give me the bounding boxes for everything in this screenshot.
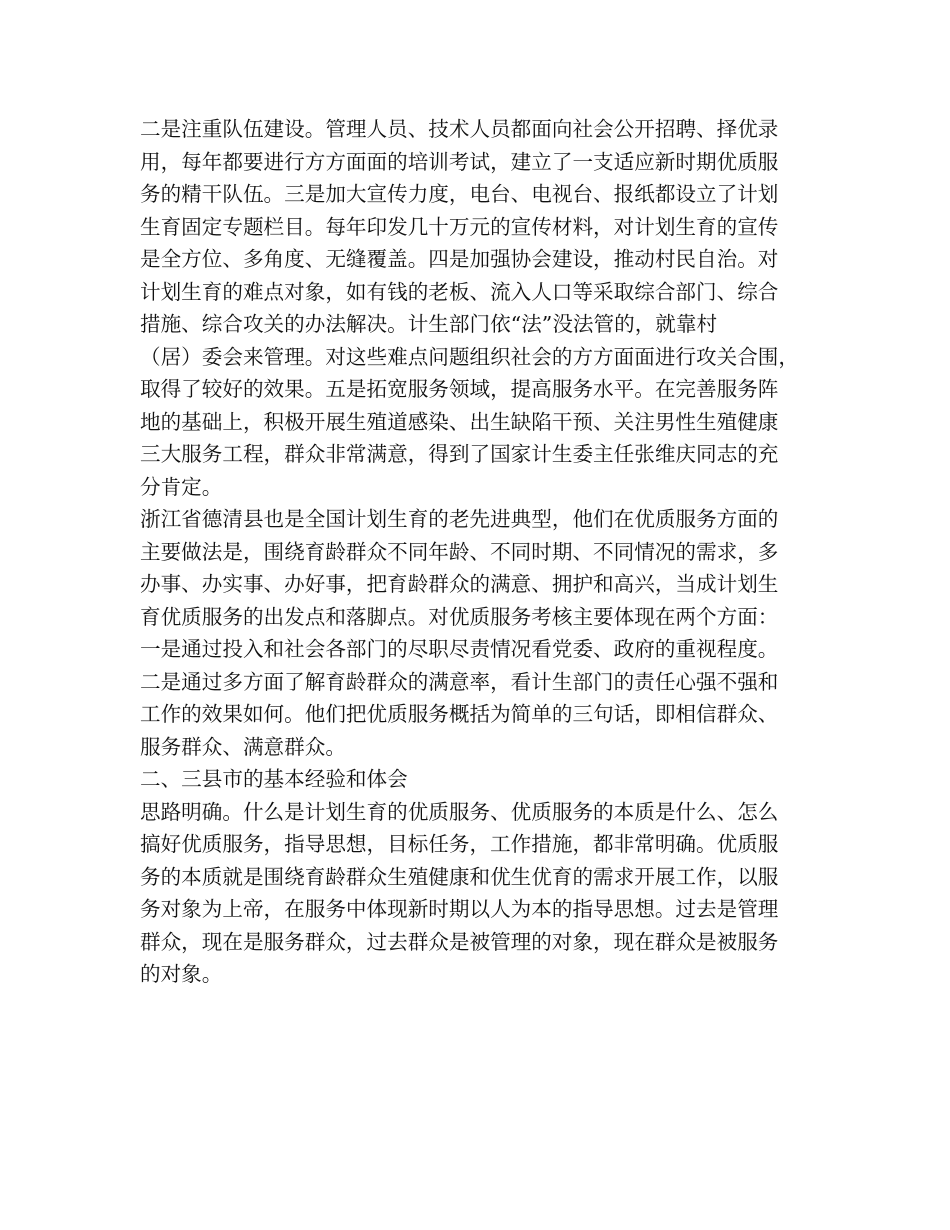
- document-page: [140, 113, 816, 991]
- text-line: 是全方位、多角度、无缝覆盖。四是加强协会建设，推动村民自治。对: [140, 247, 779, 271]
- text-line: 思路明确。什么是计划生育的优质服务、优质服务的本质是什么、怎么: [140, 799, 779, 824]
- text-line: （居）委会来管理。对这些难点问题组织社会的方方面面进行攻关合围，: [140, 344, 799, 369]
- text-line: 群众，现在是服务群众，过去群众是被管理的对象，现在群众是被服务: [140, 929, 779, 954]
- section-heading: 二、三县市的基本经验和体会: [140, 767, 408, 791]
- text-line: 二是注重队伍建设。管理人员、技术人员都面向社会公开招聘、择优录: [140, 117, 779, 141]
- text-line: 取得了较好的效果。五是拓宽服务领域，提高服务水平。在完善服务阵: [140, 377, 779, 401]
- text-line: 务的本质就是围绕育龄群众生殖健康和优生优育的需求开展工作，以服: [140, 864, 779, 889]
- text-line: 计划生育的难点对象，如有钱的老板、流入人口等采取综合部门、综合: [140, 279, 779, 304]
- text-line: 生育固定专题栏目。每年印发几十万元的宣传材料，对计划生育的宣传: [140, 214, 779, 239]
- text-line: 的对象。: [140, 962, 223, 986]
- text-line: 措施、综合攻关的办法解决。计生部门依“法”没法管的，就靠村: [140, 312, 718, 336]
- text-line: 务的精干队伍。三是加大宣传力度，电台、电视台、报纸都设立了计划: [140, 182, 779, 206]
- text-line: 服务群众、满意群众。: [140, 734, 346, 759]
- text-line: 地的基础上，积极开展生殖道感染、出生缺陷干预、关注男性生殖健康: [140, 409, 779, 434]
- text-line: 育优质服务的出发点和落脚点。对优质服务考核主要体现在两个方面：: [140, 604, 779, 629]
- text-line: 三大服务工程，群众非常满意，得到了国家计生委主任张维庆同志的充: [140, 442, 779, 466]
- text-line: 二是通过多方面了解育龄群众的满意率，看计生部门的责任心强不强和: [140, 669, 779, 694]
- text-line: 务对象为上帝，在服务中体现新时期以人为本的指导思想。过去是管理: [140, 897, 779, 921]
- text-line: 一是通过投入和社会各部门的尽职尽责情况看党委、政府的重视程度。: [140, 637, 779, 661]
- text-line: 办事、办实事、办好事，把育龄群众的满意、拥护和高兴，当成计划生: [140, 572, 779, 596]
- text-line: 主要做法是，围绕育龄群众不同年龄、不同时期、不同情况的需求，多: [140, 539, 779, 564]
- text-line: 搞好优质服务，指导思想，目标任务，工作措施，都非常明确。优质服: [140, 832, 779, 856]
- text-line: 浙江省德清县也是全国计划生育的老先进典型，他们在优质服务方面的: [140, 507, 779, 531]
- text-line: 分肯定。: [140, 474, 223, 499]
- text-line: 工作的效果如何。他们把优质服务概括为简单的三句话，即相信群众、: [140, 702, 779, 726]
- text-line: 用，每年都要进行方方面面的培训考试，建立了一支适应新时期优质服: [140, 149, 779, 174]
